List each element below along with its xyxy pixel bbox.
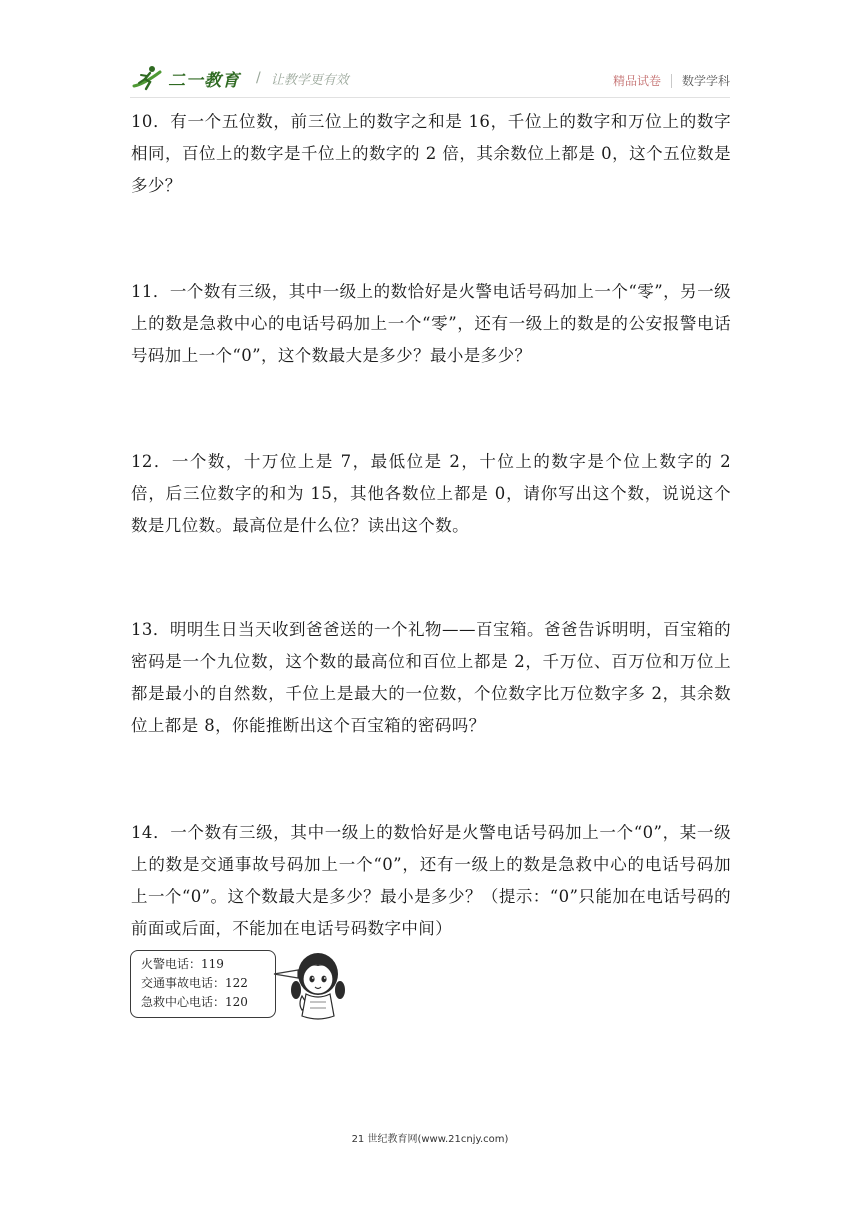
slogan-separator: / bbox=[256, 70, 261, 86]
page-header bbox=[130, 62, 730, 98]
phone-line-fire: 火警电话：119 bbox=[141, 957, 224, 971]
logo-text: 二一教育 bbox=[168, 70, 240, 91]
question-12: 12．一个数，十万位上是 7，最低位是 2，十位上的数字是个位上数字的 2 倍，后三位数字的和为 15，其他各数位上都是 0，请你写出这个数，说说这个数是几位数。最高位是什么位？读出这个数。 bbox=[131, 452, 731, 535]
question-13: 13．明明生日当天收到爸爸送的一个礼物——百宝箱。爸爸告诉明明，百宝箱的密码是一个九位数，这个数的最高位和百位上都是 2，千万位、百万位和万位上都是最小的自然数，千位上是最大的一位数，个位数字比万位数字多 2，其余数位上都是 8，你能推断出这个百宝箱的密码吗？ bbox=[131, 620, 731, 735]
runner-logo-icon bbox=[130, 64, 166, 92]
question-14: 14．一个数有三级，其中一级上的数恰好是火警电话号码加上一个“0”，某一级上的数是交通事故号码加上一个“0”，还有一级上的数是急救中心的电话号码加上一个“0”。这个数最大是多少？最小是多少？（提示：“0”只能加在电话号码的前面或后面，不能加在电话号码数字中间） bbox=[131, 823, 731, 938]
tag-premium-paper: 精品试卷 bbox=[612, 74, 661, 88]
question-11: 11．一个数有三级，其中一级上的数恰好是火警电话号码加上一个“零”，另一级上的数是急救中心的电话号码加上一个“零”，还有一级上的数是的公安报警电话号码加上一个“0”，这个数最大是多少？最小是多少？ bbox=[131, 282, 731, 365]
phone-line-emergency: 急救中心电话：120 bbox=[141, 995, 248, 1009]
page-footer: 21 世纪教育网(www.21cnjy.com) bbox=[351, 1134, 509, 1145]
header-divider bbox=[671, 74, 672, 88]
phone-line-traffic: 交通事故电话：122 bbox=[141, 976, 248, 990]
question-10: 10．有一个五位数，前三位上的数字之和是 16，千位上的数字和万位上的数字相同，百位上的数字是千位上的数字的 2 倍，其余数位上都是 0，这个五位数是多少？ bbox=[131, 112, 731, 195]
brand-logo bbox=[130, 64, 349, 92]
phone-number-box bbox=[130, 950, 276, 1018]
header-rule bbox=[130, 97, 730, 98]
girl-illustration-icon bbox=[272, 944, 352, 1024]
header-tags bbox=[613, 72, 730, 89]
tag-subject: 数学学科 bbox=[681, 74, 730, 88]
slogan: 让教学更有效 bbox=[270, 72, 349, 88]
